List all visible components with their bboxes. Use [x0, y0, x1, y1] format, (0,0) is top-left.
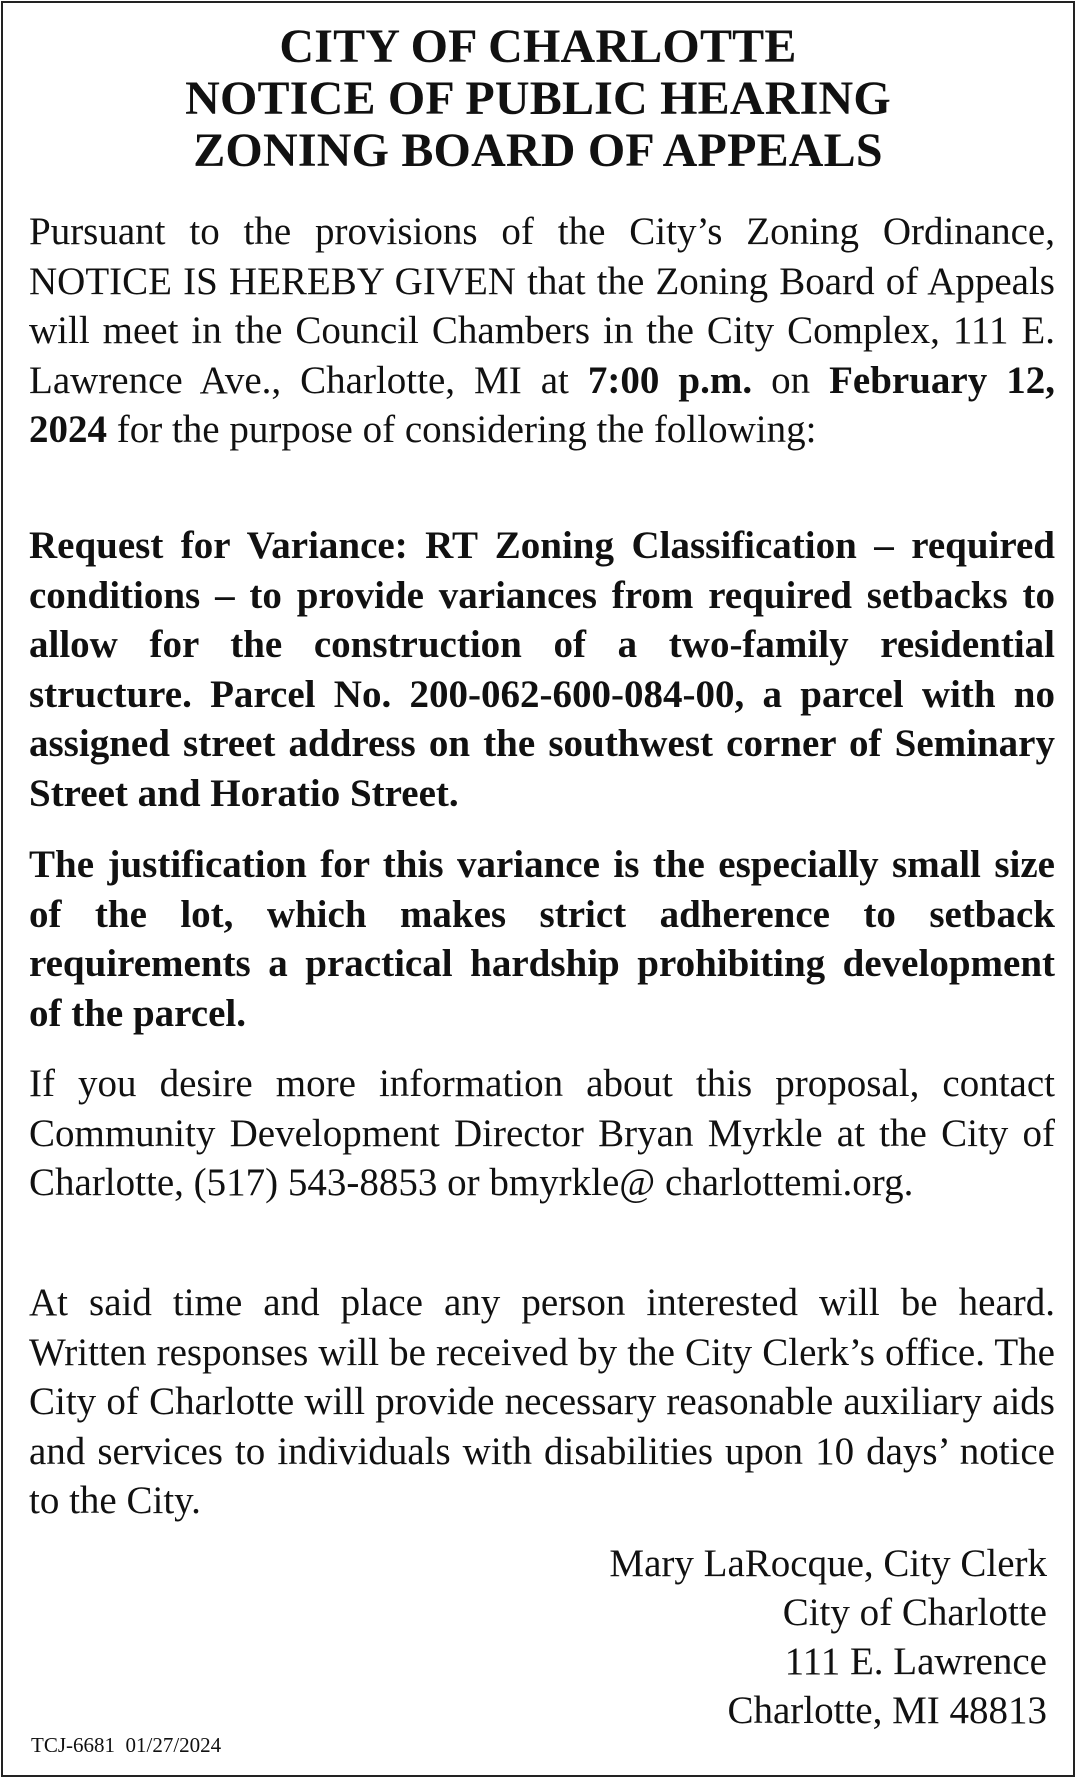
heading-notice-type: NOTICE OF PUBLIC HEARING — [185, 72, 891, 125]
public-notice — [1, 1, 1075, 1777]
heading-board: ZONING BOARD OF APPEALS — [193, 124, 883, 177]
justification-paragraph: The justification for this variance is the especially small size of the lot, which makes strict adherence to setback requirements a practical hardship prohibiting development of the parcel. — [29, 843, 1055, 1035]
hearing-paragraph: At said time and place any person interested will be heard. Written responses will be received by the City Clerk’s office. The City of Charlotte will provide necessary reasonable auxiliary aids and services to individuals with disabilities upon 10 days’ notice to the City. — [29, 1281, 1055, 1523]
signature-street: 111 E. Lawrence — [784, 1640, 1047, 1683]
signature-organization: City of Charlotte — [782, 1591, 1047, 1634]
notice-heading — [3, 21, 1073, 177]
meeting-date: February 12, 2024 — [29, 358, 1056, 452]
signature-city-state-zip: Charlotte, MI 48813 — [727, 1689, 1047, 1732]
contact-paragraph: If you desire more information about this proposal, contact Community Development Director Bryan Myrkle at the City of Charlotte, (517) 543-8853 or bmyrkle@ charlottemi.org. — [29, 1062, 1055, 1205]
publication-reference: TCJ-6681 01/27/2024 — [31, 1733, 222, 1757]
variance-request-paragraph: Request for Variance: RT Zoning Classification – required conditions – to provide variances from required setbacks to allow for the construction of a two-family residential structure. Parcel No. 200-062-600-084-00, a parcel with no assigned street address on the southwest corner of Seminary Street and Horatio Street. — [29, 524, 1055, 815]
heading-city: CITY OF CHARLOTTE — [279, 20, 797, 73]
clerk-name-title: Mary LaRocque, City Clerk — [609, 1542, 1047, 1585]
intro-paragraph — [29, 207, 1055, 455]
intro-on: on — [752, 358, 830, 402]
signature-block — [609, 1539, 1047, 1735]
intro-tail: for the purpose of considering the following: — [107, 408, 817, 452]
meeting-time: 7:00 p.m. — [587, 358, 753, 402]
intro-lead: Pursuant to the provisions of the City’s Zoning Ordinance, NOTICE IS HEREBY GIVEN that the Zoning Board of Appeals will meet in the Council Chambers in the City Complex, 111 E. Lawrence Ave., Charlotte, MI at — [29, 210, 1055, 402]
